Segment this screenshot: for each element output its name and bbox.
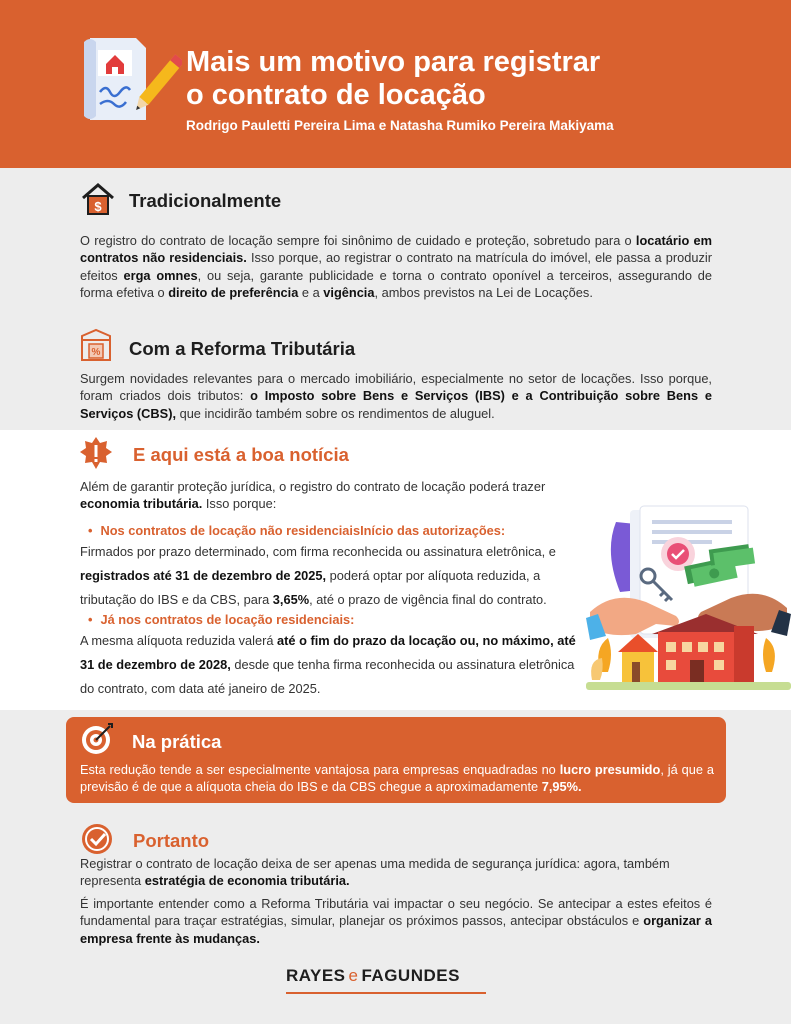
heading-tradicionalmente: Tradicionalmente <box>129 190 282 211</box>
paragraph-nao-residenciais <box>80 540 588 612</box>
logo-right: FAGUNDES <box>361 966 460 985</box>
authors: Rodrigo Pauletti Pereira Lima e Natasha Rumiko Pereira Makiyama <box>186 118 614 133</box>
bold-text: estratégia de economia tributária. <box>144 873 350 889</box>
exclamation-badge-icon <box>80 436 112 470</box>
text: Esta redução tende a ser especialmente vantajosa para empresas enquadradas no <box>80 762 560 777</box>
bold-text: 7,95%. <box>541 779 582 795</box>
bold-text: vigência <box>323 284 375 300</box>
check-circle-icon <box>80 822 116 856</box>
heading-portanto: Portanto <box>133 830 210 851</box>
paragraph-tradicionalmente <box>80 232 712 301</box>
paragraph-residenciais <box>80 629 588 701</box>
text: , até o prazo de vigência final do contrato. <box>309 592 547 607</box>
paragraph-portanto-1 <box>80 855 712 890</box>
text: Firmados por prazo determinado, com firma reconhecida ou assinatura eletrônica, e <box>80 544 556 559</box>
bullet-residenciais: • Já nos contratos de locação residenciais: <box>88 612 354 627</box>
bold-text: erga omnes <box>123 267 198 283</box>
text: Registrar o contrato de locação deixa de ser apenas uma medida de segurança jurídica: agora, também representa <box>80 856 670 889</box>
rental-contract-key-money-houses-illustration <box>586 502 791 712</box>
paragraph-portanto-2 <box>80 895 712 947</box>
text: que incidirão também sobre os rendimentos de aluguel. <box>176 405 495 421</box>
page-title <box>186 46 600 112</box>
section-tradicionalmente <box>0 168 791 430</box>
house-dollar-icon <box>80 182 116 216</box>
heading-na-pratica: Na prática <box>132 731 222 752</box>
title-line-2: o contrato de locação <box>186 79 486 111</box>
header-banner <box>0 0 791 168</box>
text: , já que a previsão é de que a alíquota cheia do IBS e da CBS chegue a aproximadamente <box>80 762 714 795</box>
paragraph-reforma <box>80 370 712 422</box>
target-icon <box>80 721 116 755</box>
text: Além de garantir proteção jurídica, o registro do contrato de locação poderá trazer <box>80 479 546 494</box>
footer-underline <box>286 992 486 994</box>
text: desde que tenha firma reconhecida ou assinatura eletrônica do contrato, com data até janeiro de 2025. <box>80 657 575 696</box>
text: É importante entender como a Reforma Tributária vai impactar o seu negócio. Se antecipar a estes efeitos é fundamental para traçar estratégias, simular, planejar os próximos passos, antecipar obstáculos e <box>80 896 712 929</box>
text: Surgem novidades relevantes para o mercado imobiliário, especialmente no setor de locações. Isso porque, foram criados dois tributos: <box>80 371 712 404</box>
heading-boa-noticia: E aqui está a boa notícia <box>133 444 349 465</box>
text: e a <box>298 284 324 300</box>
text: O registro do contrato de locação sempre foi sinônimo de cuidado e proteção, sobretudo para o <box>80 233 636 248</box>
heading-reforma: Com a Reforma Tributária <box>129 338 356 359</box>
logo-mid: e <box>348 966 359 985</box>
text: poderá optar por alíquota reduzida, a tributação do IBS e da CBS, para <box>80 568 541 607</box>
building-percent-icon <box>78 328 114 362</box>
contract-house-pencil-icon <box>76 34 182 126</box>
text: A mesma alíquota reduzida valerá <box>80 633 278 648</box>
title-line-1: Mais um motivo para registrar <box>186 46 601 78</box>
svg-text:$: $ <box>94 199 102 214</box>
text: Isso porque: <box>202 496 277 512</box>
bold-text: organizar a empresa frente às mudanças. <box>80 913 712 946</box>
logo-left: RAYES <box>286 966 346 985</box>
bold-text: locatário em contratos não residenciais. <box>80 233 712 266</box>
bold-text: registrados até 31 de dezembro de 2025, <box>80 568 327 583</box>
paragraph-boa-noticia-intro <box>80 478 590 513</box>
bold-text: direito de preferência <box>168 284 299 300</box>
bold-text: o Imposto sobre Bens e Serviços (IBS) e a Contribuição sobre Bens e Serviços (CBS), <box>80 388 712 421</box>
footer-logo <box>286 966 460 986</box>
box-na-pratica <box>66 717 726 803</box>
text: , ambos previstos na Lei de Locações. <box>374 284 593 300</box>
svg-text:%: % <box>91 347 101 358</box>
bold-text: economia tributária. <box>80 496 203 512</box>
text: , ou seja, garante publicidade e torna o contrato oponível a terceiros, assegurando de forma efetiva o <box>80 267 713 300</box>
bold-text: lucro presumido <box>559 762 661 777</box>
bold-text: até o fim do prazo da locação ou, no máximo, até 31 de dezembro de 2028, <box>80 633 576 672</box>
text: Isso porque, ao registrar o contrato na matrícula do imóvel, ele passa a produzir efeitos <box>80 250 712 283</box>
bullet-nao-residenciais: • Nos contratos de locação não residenciaisInício das autorizações: <box>88 523 505 538</box>
paragraph-na-pratica <box>80 761 714 796</box>
bold-text: 3,65% <box>272 592 310 607</box>
